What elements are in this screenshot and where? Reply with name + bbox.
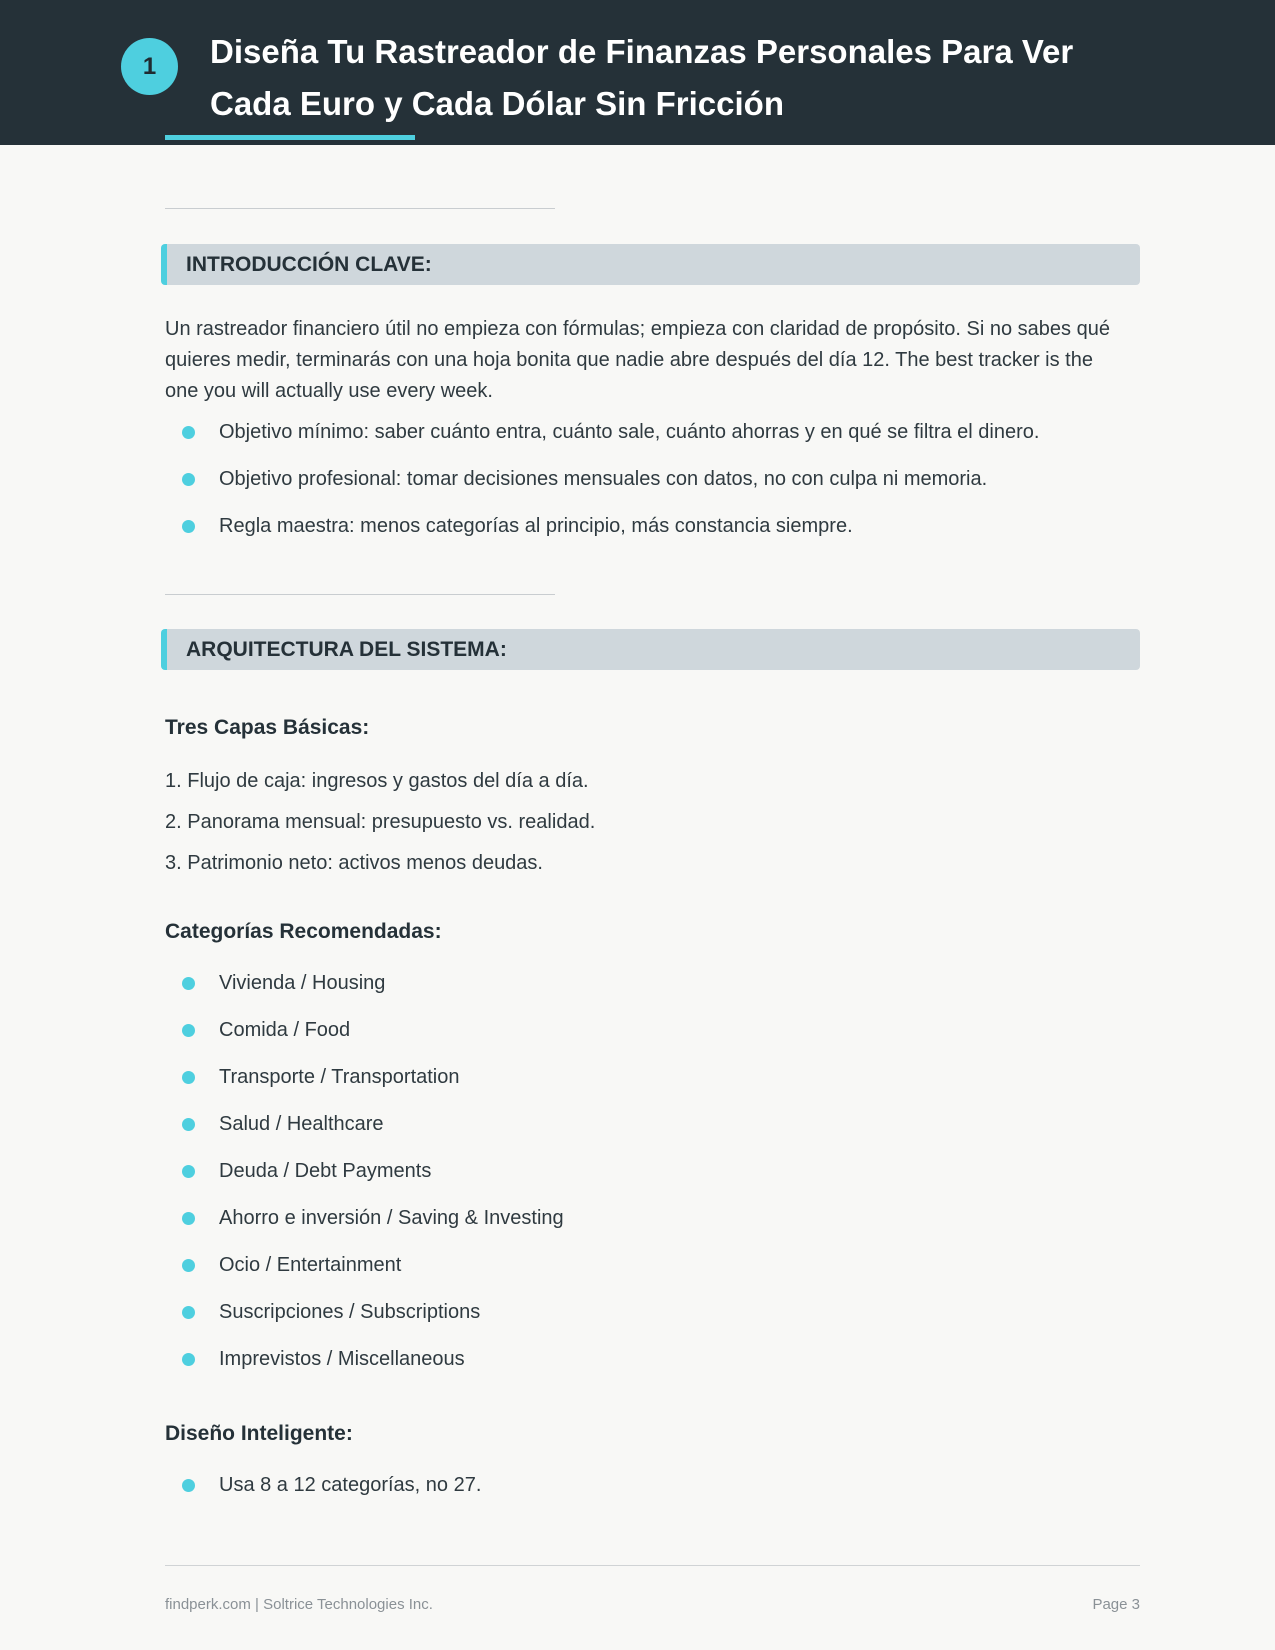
section-heading-label: INTRODUCCIÓN CLAVE: [186, 253, 432, 276]
bullet-dot-icon [182, 1306, 195, 1319]
list-item: Comida / Food [165, 1017, 564, 1064]
footer-divider [165, 1565, 1140, 1566]
categories-list [165, 970, 564, 1393]
layers-list [165, 768, 595, 891]
intro-bullet-list [165, 419, 1039, 560]
list-item: Usa 8 a 12 categorías, no 27. [165, 1472, 481, 1519]
bullet-dot-icon [182, 1479, 195, 1492]
section-heading-intro [161, 244, 1140, 285]
list-item: Imprevistos / Miscellaneous [165, 1346, 564, 1393]
subheading-layers: Tres Capas Básicas: [165, 716, 370, 739]
list-item: Suscripciones / Subscriptions [165, 1299, 564, 1346]
section-divider [165, 594, 555, 595]
design-list [165, 1472, 481, 1519]
bullet-dot-icon [182, 473, 195, 486]
list-item: Vivienda / Housing [165, 970, 564, 1017]
bullet-dot-icon [182, 1353, 195, 1366]
list-item: Salud / Healthcare [165, 1111, 564, 1158]
page-header [0, 0, 1275, 145]
list-item: Regla maestra: menos categorías al principio, más constancia siempre. [165, 513, 1039, 560]
list-item: 3. Patrimonio neto: activos menos deudas. [165, 852, 543, 874]
list-item: Ocio / Entertainment [165, 1252, 564, 1299]
list-item: Transporte / Transportation [165, 1064, 564, 1111]
list-item: Ahorro e inversión / Saving & Investing [165, 1205, 564, 1252]
list-item: 2. Panorama mensual: presupuesto vs. realidad. [165, 811, 596, 833]
bullet-dot-icon [182, 977, 195, 990]
footer-source: findperk.com | Soltrice Technologies Inc. [165, 1596, 433, 1613]
intro-paragraph: Un rastreador financiero útil no empieza con fórmulas; empieza con claridad de propósito. Si no sabes qué quieres medir, terminarás con una hoja bonita que nadie abre después del día 12. The best tracker is the one you will actually use every week. [165, 318, 1110, 402]
bullet-dot-icon [182, 1118, 195, 1131]
subheading-design: Diseño Inteligente: [165, 1422, 353, 1445]
list-item: Objetivo profesional: tomar decisiones mensuales con datos, no con culpa ni memoria. [165, 466, 1039, 513]
title-accent-underline [165, 135, 415, 140]
chapter-number-badge: 1 [121, 38, 178, 95]
section-divider [165, 208, 555, 209]
subheading-categories: Categorías Recomendadas: [165, 920, 442, 943]
list-item: 1. Flujo de caja: ingresos y gastos del día a día. [165, 770, 589, 792]
bullet-dot-icon [182, 520, 195, 533]
bullet-dot-icon [182, 426, 195, 439]
bullet-dot-icon [182, 1212, 195, 1225]
list-item: Objetivo mínimo: saber cuánto entra, cuánto sale, cuánto ahorras y en qué se filtra el dinero. [165, 419, 1039, 466]
list-item: Deuda / Debt Payments [165, 1158, 564, 1205]
page-number: Page 3 [1092, 1596, 1140, 1613]
bullet-dot-icon [182, 1024, 195, 1037]
section-heading-architecture [161, 629, 1140, 670]
page-title: Diseña Tu Rastreador de Finanzas Personales Para Ver Cada Euro y Cada Dólar Sin Fricción [210, 33, 1074, 122]
bullet-dot-icon [182, 1165, 195, 1178]
bullet-dot-icon [182, 1259, 195, 1272]
section-heading-label: ARQUITECTURA DEL SISTEMA: [186, 638, 507, 661]
bullet-dot-icon [182, 1071, 195, 1084]
